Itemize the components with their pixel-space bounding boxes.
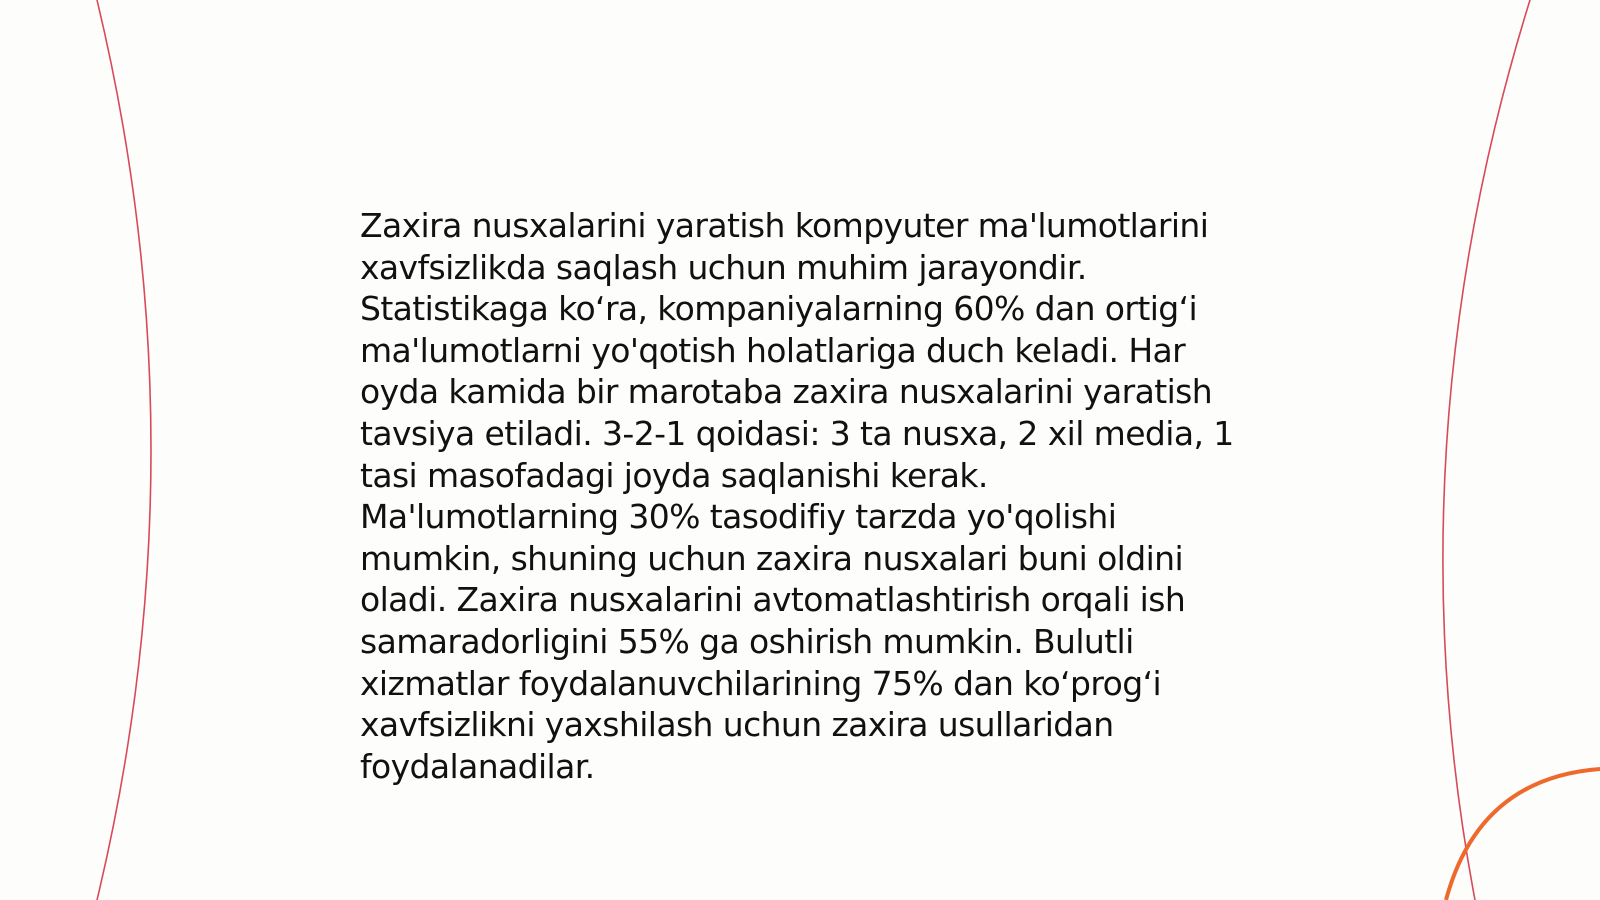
orange-arc-accent <box>1446 769 1600 900</box>
text-line: mumkin, shuning uchun zaxira nusxalari buni oldini <box>360 538 1184 578</box>
text-line: ma'lumotlarni yo'qotish holatlariga duch keladi. Har <box>360 330 1186 370</box>
left-curve-line <box>97 0 151 900</box>
text-line: xavfsizlikni yaxshilash uchun zaxira usullaridan <box>360 705 1114 745</box>
text-line: oyda kamida bir marotaba zaxira nusxalarini yaratish <box>360 372 1213 412</box>
text-line: foydalanadilar. <box>360 746 595 786</box>
body-paragraph <box>360 205 1240 787</box>
text-line: tasi masofadagi joyda saqlanishi kerak. <box>360 455 988 495</box>
text-line: Ma'lumotlarning 30% tasodifiy tarzda yo'qolishi <box>360 497 1117 537</box>
text-line: xizmatlar foydalanuvchilarining 75% dan ko‘prog‘i <box>360 663 1162 703</box>
text-line: oladi. Zaxira nusxalarini avtomatlashtirish orqali ish <box>360 580 1186 620</box>
text-line: Zaxira nusxalarini yaratish kompyuter ma'lumotlarini <box>360 206 1209 245</box>
text-line: tavsiya etiladi. 3-2-1 qoidasi: 3 ta nusxa, 2 xil media, 1 <box>360 413 1234 453</box>
text-line: xavfsizlikda saqlash uchun muhim jarayondir. <box>360 247 1087 287</box>
right-curve-line <box>1443 0 1530 900</box>
text-line: samaradorligini 55% ga oshirish mumkin. Bulutli <box>360 621 1134 661</box>
text-line: Statistikaga ko‘ra, kompaniyalarning 60% dan ortig‘i <box>360 289 1198 329</box>
